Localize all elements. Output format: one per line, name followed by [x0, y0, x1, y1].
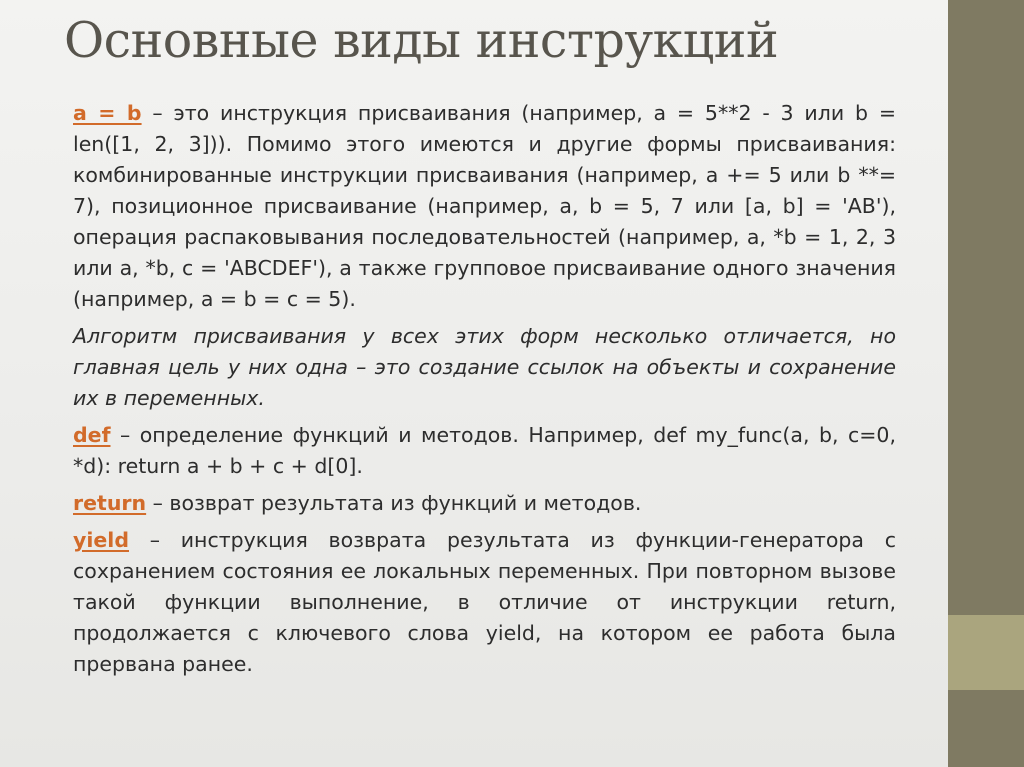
paragraph-def: [73, 420, 896, 482]
slide-title: Основные виды инструкций: [64, 12, 779, 69]
paragraph-def-text: – определение функций и методов. Например, def my_func(a, b, c=0, *d): return a + b + c + d[0].: [73, 423, 896, 478]
slide-content: [73, 98, 896, 686]
paragraph-yield-text: – инструкция возврата результата из функции-генератора с сохранением состояния ее локальных переменных. При повторном вызове такой функции выполнение, в отличие от инструкции return, продолжается с ключевого слова yield, на котором ее работа была прервана ранее.: [73, 528, 896, 676]
paragraph-assignment-text: – это инструкция присваивания (например, a = 5**2 - 3 или b = len([1, 2, 3])). Помимо этого имеются и другие формы присваивания: комбинированные инструкции присваивания (например, a += 5 или b **= 7), позиционное присваивание (например, a, b = 5, 7 или [a, b] = 'AB'), операция распаковывания последовательностей (например, a, *b = 1, 2, 3 или a, *b, c = 'ABCDEF'), а также групповое присваивание одного значения (например, a = b = c = 5).: [73, 101, 896, 311]
keyword-return: return: [73, 491, 147, 515]
paragraph-algorithm: [73, 321, 896, 414]
keyword-assignment: a = b: [73, 101, 142, 125]
keyword-yield: yield: [73, 528, 129, 552]
paragraph-yield: [73, 525, 896, 680]
paragraph-return-text: – возврат результата из функций и методов.: [146, 491, 642, 515]
sidebar-accent-stripe: [948, 615, 1024, 690]
paragraph-algorithm-text: Алгоритм присваивания у всех этих форм несколько отличается, но главная цель у них одна – это создание ссылок на объекты и сохранение их в переменных.: [73, 324, 896, 410]
keyword-def: def: [73, 423, 111, 447]
paragraph-assignment: [73, 98, 896, 315]
paragraph-return: [73, 488, 896, 519]
